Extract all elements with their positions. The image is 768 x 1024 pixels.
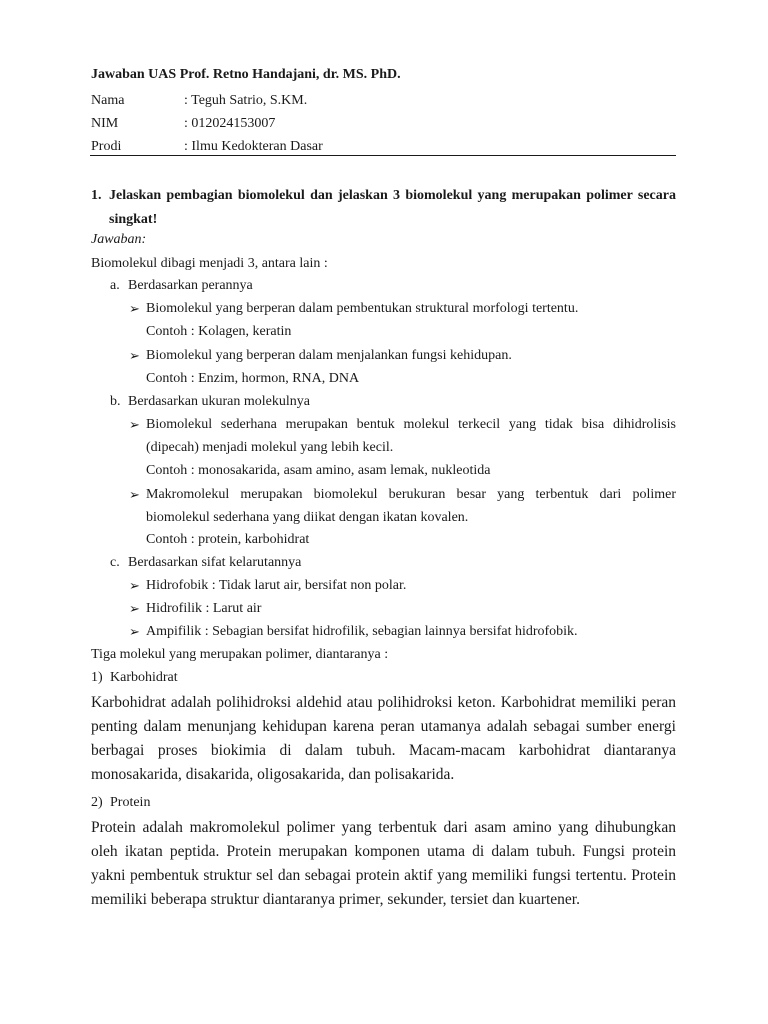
answer-intro: Biomolekul dibagi menjadi 3, antara lain :: [91, 256, 328, 271]
bullet-example: Contoh : protein, karbohidrat: [146, 532, 310, 547]
arrowhead-bullet-icon: ➢: [129, 417, 140, 432]
info-label: Nama: [91, 93, 125, 108]
info-row-nim: [91, 115, 275, 133]
polymer-description: Karbohidrat adalah polihidroksi aldehid atau polihidroksi keton. Karbohidrat memiliki peran penting dalam menunjang kehidupan karena peran utamanya adalah sebagai sumber energi berbagai proses biokimia di dalam tubuh. Macam-macam karbohidrat diantaranya monosakarida, disakarida, oligosakarida, dan polisakarida.: [91, 694, 676, 783]
arrowhead-bullet-icon: ➢: [129, 487, 140, 502]
section-title: Berdasarkan ukuran molekulnya: [128, 394, 310, 409]
polymer-intro: Tiga molekul yang merupakan polimer, diantaranya :: [91, 647, 389, 662]
info-value: : Ilmu Kedokteran Dasar: [184, 139, 323, 154]
bullet-text: Makromolekul merupakan biomolekul berukuran besar yang terbentuk dari polimer biomolekul sederhana yang diikat dengan ikatan kovalen.: [146, 487, 676, 525]
bullet-text: Ampifilik : Sebagian bersifat hidrofilik, sebagian lainnya bersifat hidrofobik.: [146, 624, 578, 639]
bullet-example: Contoh : Kolagen, keratin: [146, 324, 292, 339]
arrowhead-bullet-icon: ➢: [129, 578, 140, 593]
arrowhead-bullet-icon: ➢: [129, 601, 140, 616]
bullet-text: Biomolekul yang berperan dalam pembentukan struktural morfologi tertentu.: [146, 301, 579, 316]
answer-label: Jawaban:: [91, 232, 147, 247]
bullet-text: Hidrofobik : Tidak larut air, bersifat non polar.: [146, 578, 407, 593]
bullet-text: Biomolekul sederhana merupakan bentuk molekul terkecil yang tidak bisa dihidrolisis (dipecah) menjadi molekul yang lebih kecil.: [146, 417, 676, 455]
question-number: 1.: [91, 188, 102, 203]
info-label: NIM: [91, 116, 119, 131]
info-row-prodi: [91, 138, 323, 156]
bullet-example: Contoh : monosakarida, asam amino, asam lemak, nukleotida: [146, 463, 491, 478]
section-marker: c.: [110, 555, 120, 570]
bullet-text: Hidrofilik : Larut air: [146, 601, 262, 616]
header-divider: [90, 155, 676, 156]
arrowhead-bullet-icon: ➢: [129, 348, 140, 363]
section-marker: a.: [110, 278, 120, 293]
info-value: : Teguh Satrio, S.KM.: [184, 93, 308, 108]
info-row-nama: [91, 92, 307, 110]
info-label: Prodi: [91, 139, 122, 154]
polymer-marker: 2): [91, 795, 103, 810]
polymer-marker: 1): [91, 670, 103, 685]
polymer-description: Protein adalah makromolekul polimer yang terbentuk dari asam amino yang dihubungkan oleh ikatan peptida. Protein merupakan komponen utama di dalam tubuh. Fungsi protein yakni pembentuk struktur sel dan sebagai protein aktif yang memiliki fungsi tertentu. Protein memiliki beberapa struktur diantaranya primer, sekunder, tersiet dan kuartener.: [91, 819, 676, 908]
arrowhead-bullet-icon: ➢: [129, 301, 140, 316]
document-title: Jawaban UAS Prof. Retno Handajani, dr. MS. PhD.: [91, 67, 401, 82]
polymer-name: Protein: [110, 795, 151, 810]
question-text: Jelaskan pembagian biomolekul dan jelaskan 3 biomolekul yang merupakan polimer secara singkat!: [109, 188, 676, 227]
polymer-name: Karbohidrat: [110, 670, 178, 685]
section-title: Berdasarkan perannya: [128, 278, 253, 293]
bullet-example: Contoh : Enzim, hormon, RNA, DNA: [146, 371, 360, 386]
info-value: : 012024153007: [184, 116, 276, 131]
section-marker: b.: [110, 394, 121, 409]
arrowhead-bullet-icon: ➢: [129, 624, 140, 639]
bullet-text: Biomolekul yang berperan dalam menjalankan fungsi kehidupan.: [146, 348, 512, 363]
section-title: Berdasarkan sifat kelarutannya: [128, 555, 302, 570]
